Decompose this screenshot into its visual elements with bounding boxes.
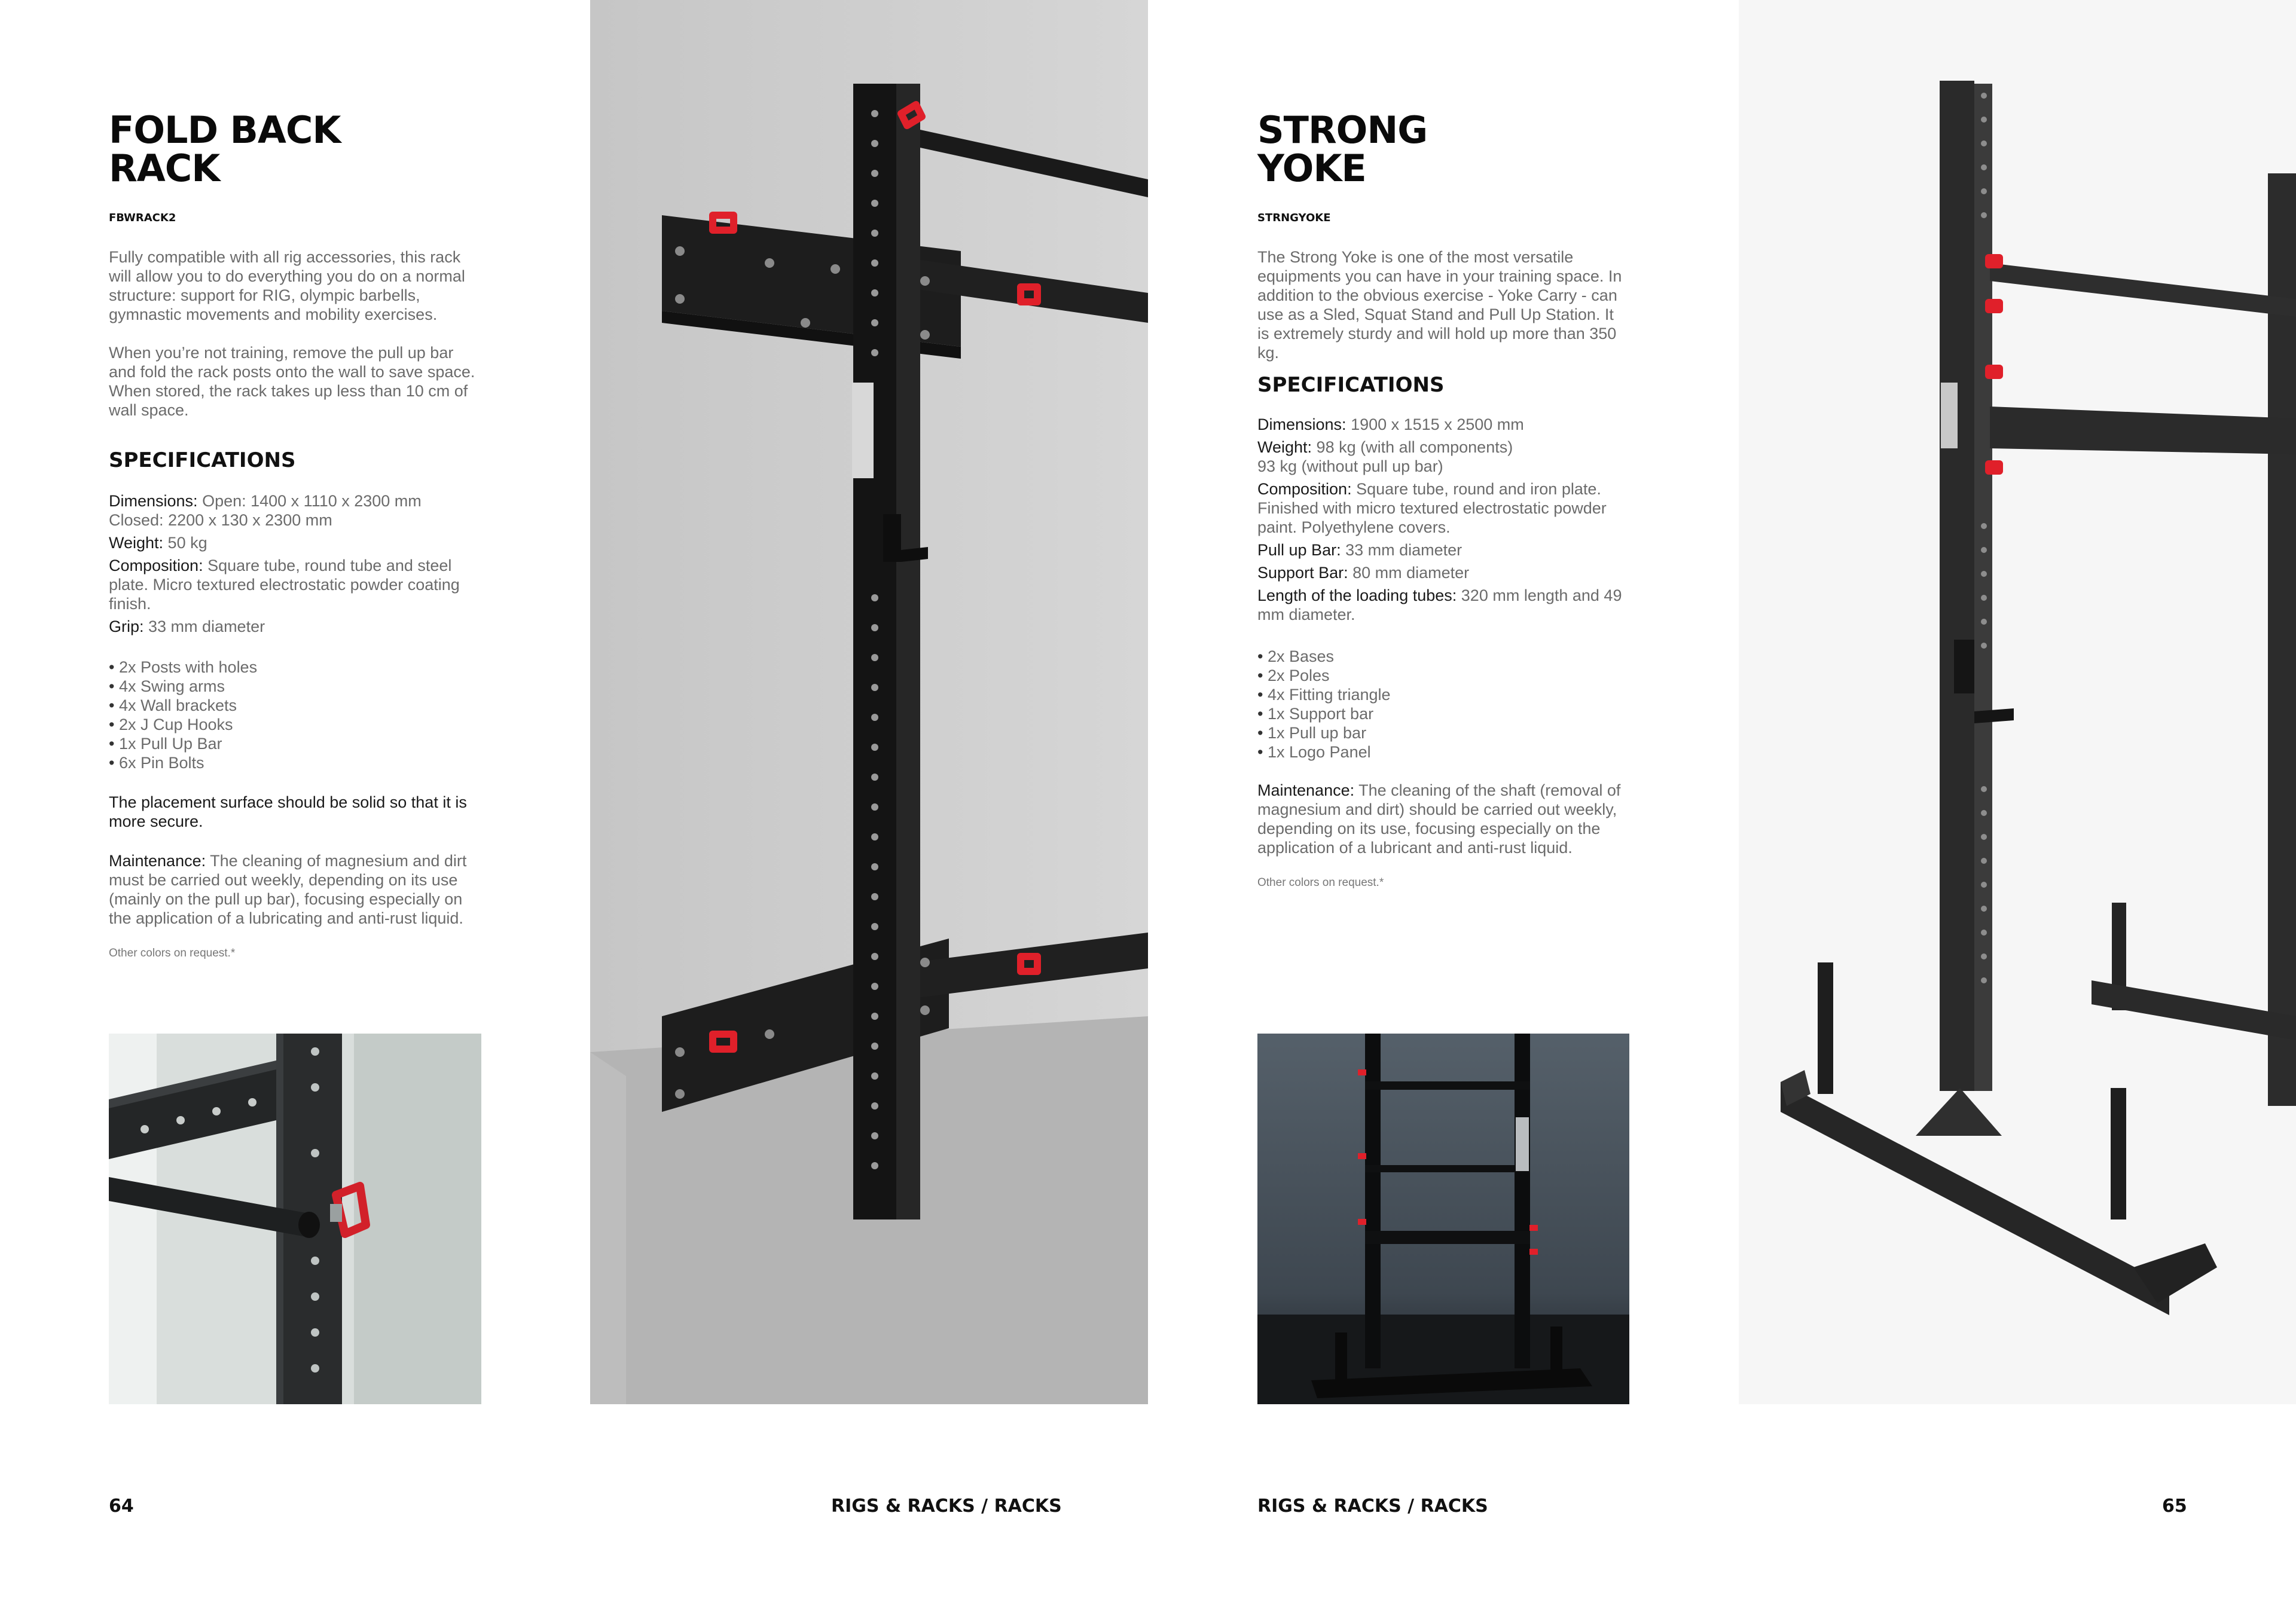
right-spec-tubes — [1257, 586, 1629, 624]
left-specs-heading: SPECIFICATIONS — [109, 448, 296, 472]
right-product-code: STRNGYOKE — [1257, 212, 1331, 224]
spec-value: Closed: 2200 x 130 x 2300 mm — [109, 511, 332, 529]
spec-label: Weight: — [1257, 438, 1312, 456]
right-spec-dimensions — [1257, 415, 1629, 434]
list-item: • 2x Posts with holes — [109, 658, 481, 677]
left-product-code: FBWRACK2 — [109, 212, 176, 224]
rack-closeup-illustration — [109, 1034, 481, 1404]
left-spec-composition — [109, 556, 481, 613]
right-spec-pullup — [1257, 540, 1629, 560]
right-title — [1257, 108, 1428, 190]
left-title-line2: RACK — [109, 146, 220, 190]
left-title — [109, 108, 341, 190]
right-spec-support — [1257, 563, 1629, 582]
spec-label: Maintenance: — [1257, 781, 1355, 799]
spec-value: Square tube, round tube and steel plate. Micro textured electrostatic powder coating finish. — [109, 557, 460, 613]
right-components-list — [1257, 647, 1629, 762]
right-title-line2: YOKE — [1257, 146, 1366, 190]
right-section-label: RIGS & RACKS / RACKS — [1257, 1496, 1488, 1517]
spec-label: Dimensions: — [109, 492, 198, 510]
right-spec-composition — [1257, 479, 1629, 537]
spec-value: The cleaning of magnesium and dirt must be carried out weekly, depending on its use (mainly on the pull up bar), focusing especially on the application of a lubricating and anti-rust liquid. — [109, 852, 467, 927]
right-gym-photo — [1257, 1034, 1629, 1404]
spec-label: Length of the loading tubes: — [1257, 586, 1457, 604]
left-specs — [109, 491, 481, 640]
spec-label: Grip: — [109, 618, 144, 635]
spec-label: Pull up Bar: — [1257, 541, 1341, 559]
right-maintenance — [1257, 781, 1629, 857]
left-para2: When you’re not training, remove the pull up bar and fold the rack posts onto the wall to save space. When stored, the rack takes up less than 10 cm of wall space. — [109, 344, 475, 419]
left-spec-weight — [109, 533, 481, 552]
left-detail-photo — [109, 1034, 481, 1404]
left-title-line1: FOLD BACK — [109, 108, 341, 152]
right-spec-weight — [1257, 438, 1629, 476]
left-section-label: RIGS & RACKS / RACKS — [831, 1496, 1062, 1517]
spec-value: Square tube, round and iron plate. Finished with micro textured electrostatic powder paint. Polyethylene covers. — [1257, 480, 1607, 536]
strong-yoke-illustration — [1739, 0, 2296, 1404]
list-item: • 2x Bases — [1257, 647, 1629, 666]
fold-back-rack-illustration — [590, 0, 1148, 1404]
right-title-line1: STRONG — [1257, 108, 1428, 152]
spec-value: 1900 x 1515 x 2500 mm — [1346, 415, 1524, 433]
spec-label: Composition: — [109, 557, 203, 574]
list-item: • 2x Poles — [1257, 666, 1629, 685]
left-spec-grip — [109, 617, 481, 636]
list-item: • 6x Pin Bolts — [109, 753, 481, 772]
spec-label: Composition: — [1257, 480, 1352, 498]
right-other-colors: Other colors on request.* — [1257, 876, 1384, 889]
strong-yoke-photo — [1739, 0, 2296, 1404]
list-item: • 1x Pull Up Bar — [109, 734, 481, 753]
spec-value: 33 mm diameter — [144, 618, 265, 635]
fold-back-rack-photo — [590, 0, 1148, 1404]
spec-value: The cleaning of the shaft (removal of magnesium and dirt) should be carried out weekly, depending on its use, focusing especially on the application of a lubricant and anti-rust liquid. — [1257, 781, 1621, 857]
right-specs — [1257, 415, 1629, 628]
spec-value: 80 mm diameter — [1348, 564, 1470, 582]
right-specs-heading: SPECIFICATIONS — [1257, 373, 1445, 397]
list-item: • 1x Pull up bar — [1257, 723, 1629, 742]
list-item: • 2x J Cup Hooks — [109, 715, 481, 734]
spec-value: 93 kg (without pull up bar) — [1257, 457, 1443, 475]
list-item: • 4x Fitting triangle — [1257, 685, 1629, 704]
spec-value: 50 kg — [163, 534, 207, 552]
left-page-number: 64 — [109, 1496, 134, 1517]
list-item: • 1x Support bar — [1257, 704, 1629, 723]
left-other-colors: Other colors on request.* — [109, 947, 236, 959]
spec-value: 33 mm diameter — [1341, 541, 1463, 559]
left-para1: Fully compatible with all rig accessories, this rack will allow you to do everything you do on a normal structure: support for RIG, olympic barbells, gymnastic movements and mobility exercises. — [109, 248, 465, 323]
spec-label: Dimensions: — [1257, 415, 1347, 433]
right-description — [1257, 247, 1629, 381]
list-item: • 4x Swing arms — [109, 677, 481, 696]
list-item: • 4x Wall brackets — [109, 696, 481, 715]
right-page-number: 65 — [2162, 1496, 2187, 1517]
spec-label: Maintenance: — [109, 852, 206, 870]
spec-value: Open: 1400 x 1110 x 2300 mm — [197, 492, 422, 510]
left-components-list — [109, 658, 481, 772]
right-para1: The Strong Yoke is one of the most versatile equipments you can have in your training space. In addition to the obvious exercise - Yoke Carry - can use as a Sled, Squat Stand and Pull Up Station. It is extremely sturdy and will hold up more than 350 kg. — [1257, 248, 1622, 362]
list-item: • 1x Logo Panel — [1257, 742, 1629, 762]
spec-label: Support Bar: — [1257, 564, 1348, 582]
spec-label: Weight: — [109, 534, 164, 552]
spec-value: 98 kg (with all components) — [1312, 438, 1513, 456]
left-maintenance — [109, 851, 481, 928]
left-spec-dimensions — [109, 491, 481, 530]
spec-value: 320 mm length and 49 mm diameter. — [1257, 586, 1622, 623]
left-placement-note: The placement surface should be solid so that it is more secure. — [109, 793, 467, 830]
yoke-gym-illustration — [1257, 1034, 1629, 1404]
left-description — [109, 247, 481, 439]
